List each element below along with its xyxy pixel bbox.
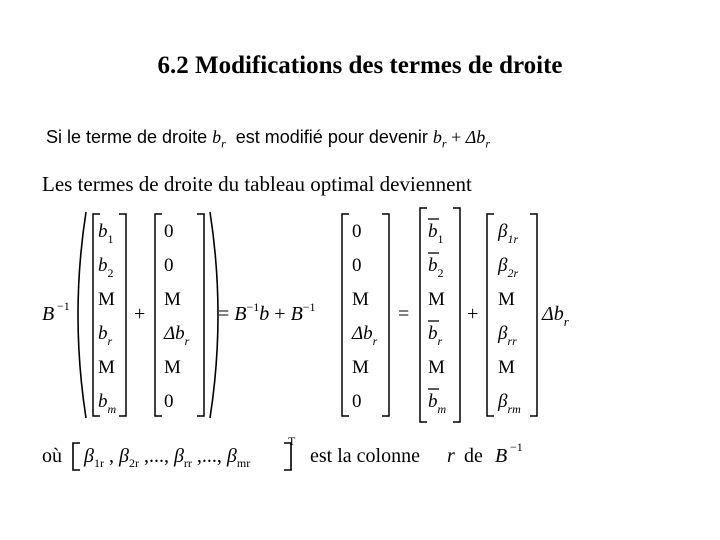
intro-before: Si le terme de droite	[46, 127, 208, 147]
col-b-entry: $b_2$	[98, 255, 114, 280]
binv-label: B	[42, 303, 55, 325]
col-beta-entry: $\beta_{rr}$	[498, 323, 517, 348]
col-beta-entry: $\beta_{1r}$	[498, 221, 519, 246]
intro-expr: $b_r + \Delta b_r$	[432, 127, 490, 151]
footnote-list: $\beta_{1r}$ , $\beta_{2r}$ ,..., $\beta_{rr}$ ,..., $\beta_{mr}$	[84, 445, 251, 470]
footnote-exp: −1	[510, 440, 523, 454]
bracket-bbar-left	[420, 208, 427, 422]
col-beta-entry: M	[498, 289, 515, 310]
bracket-delta1-right	[197, 214, 204, 416]
col-bb-entry: $b_2$	[428, 255, 444, 280]
statement-line: Les termes de droite du tableau optimal deviennent	[42, 172, 472, 196]
footnote-bracket-left	[73, 443, 80, 470]
footnote-transpose: T	[288, 434, 296, 448]
left-paren	[78, 212, 86, 418]
footnote-ou: où	[42, 445, 62, 467]
bracket-beta-right	[530, 214, 537, 416]
col-b-entry: $b_m$	[98, 391, 117, 416]
col-d1-entry: 0	[164, 221, 174, 242]
col-bb-entry: M	[428, 357, 445, 378]
col-beta-entry: M	[498, 357, 515, 378]
col-d2-entry: M	[352, 289, 369, 310]
col-d2-entry: 0	[352, 391, 362, 412]
col-d1-entry: M	[164, 289, 181, 310]
intro-var: $b_r$	[212, 127, 226, 151]
col-d1-entry: 0	[164, 391, 174, 412]
col-beta-entry: $\beta_{rm}$	[498, 391, 521, 416]
vector-beta	[497, 221, 521, 416]
col-d2-entry: M	[352, 357, 369, 378]
footnote-B: B	[495, 445, 508, 467]
right-paren	[210, 212, 218, 418]
middle-expr: = $B^{-1}b + B^{-1}$	[218, 300, 316, 325]
bracket-bbar-right	[453, 208, 460, 422]
bracket-delta2-left	[342, 214, 349, 416]
col-d2-entry: 0	[352, 255, 362, 276]
col-b-entry: $b_r$	[98, 323, 113, 348]
bracket-delta1-left	[155, 214, 162, 416]
col-d2-entry: 0	[352, 221, 362, 242]
col-bb-entry: $b_m$	[428, 391, 447, 416]
footnote-de: de	[464, 445, 483, 467]
col-b-entry: M	[98, 289, 115, 310]
col-d2-entry: $\Delta b_r$	[352, 323, 378, 348]
col-b-entry: M	[98, 357, 115, 378]
col-d1-entry: 0	[164, 255, 174, 276]
equals-sign: =	[398, 303, 410, 325]
col-d1-entry: $\Delta b_r$	[164, 323, 190, 348]
plus-sign: +	[134, 303, 146, 325]
col-d1-entry: M	[164, 357, 181, 378]
vector-b	[98, 221, 117, 416]
plus-sign-2: +	[467, 303, 479, 325]
footnote-r: r	[447, 445, 455, 467]
vector-delta2	[351, 221, 378, 412]
col-beta-entry: $\beta_{2r}$	[498, 255, 519, 280]
trailing-delta: $\Delta b_r$	[542, 303, 569, 329]
bracket-b-right	[119, 214, 126, 416]
col-bb-entry: $b_1$	[428, 221, 444, 246]
col-b-entry: $b_1$	[98, 221, 114, 246]
bracket-b-left	[93, 214, 100, 416]
col-bb-entry: M	[428, 289, 445, 310]
binv-exp: −1	[57, 299, 70, 313]
intro-middle: est modifié pour devenir	[235, 127, 428, 147]
vector-delta1	[163, 221, 190, 412]
bracket-delta2-right	[382, 214, 389, 416]
vector-bbar	[428, 219, 447, 416]
bracket-beta-left	[487, 214, 494, 416]
col-bb-entry: $b_r$	[428, 323, 443, 348]
page-title: 6.2 Modifications des termes de droite	[157, 52, 563, 79]
footnote-text: est la colonne	[310, 445, 420, 467]
